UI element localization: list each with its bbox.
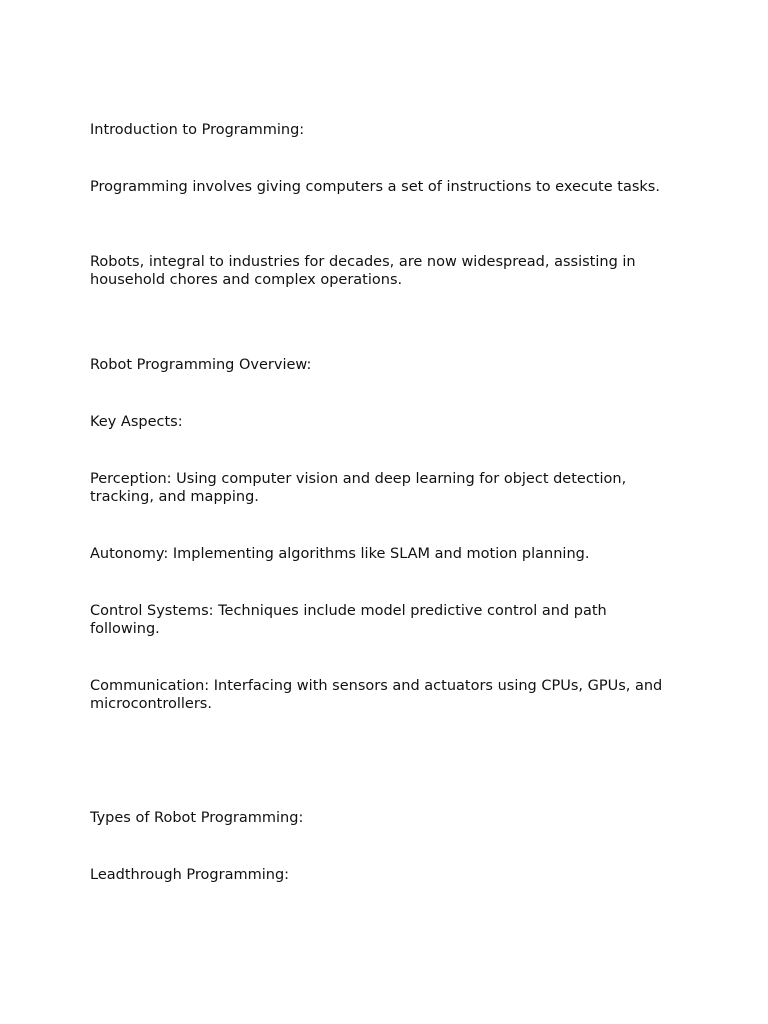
heading-introduction: Introduction to Programming: [90, 122, 305, 138]
paragraph-perception: Perception: Using computer vision and deep learning for object detection, tracking, and mapping. [90, 471, 627, 505]
paragraph-programming-definition: Programming involves giving computers a set of instructions to execute tasks. [90, 179, 660, 195]
heading-leadthrough-programming: Leadthrough Programming: [90, 867, 290, 883]
paragraph-autonomy: Autonomy: Implementing algorithms like SLAM and motion planning. [90, 546, 590, 562]
paragraph-control-systems: Control Systems: Techniques include model predictive control and path following. [90, 603, 607, 637]
heading-robot-programming-overview: Robot Programming Overview: [90, 357, 312, 373]
heading-types-of-robot-programming: Types of Robot Programming: [90, 810, 304, 826]
paragraph-robots-overview: Robots, integral to industries for decades, are now widespread, assisting in household chores and complex operations. [90, 254, 636, 288]
paragraph-communication: Communication: Interfacing with sensors and actuators using CPUs, GPUs, and microcontrollers. [90, 678, 663, 712]
heading-key-aspects: Key Aspects: [90, 414, 183, 430]
